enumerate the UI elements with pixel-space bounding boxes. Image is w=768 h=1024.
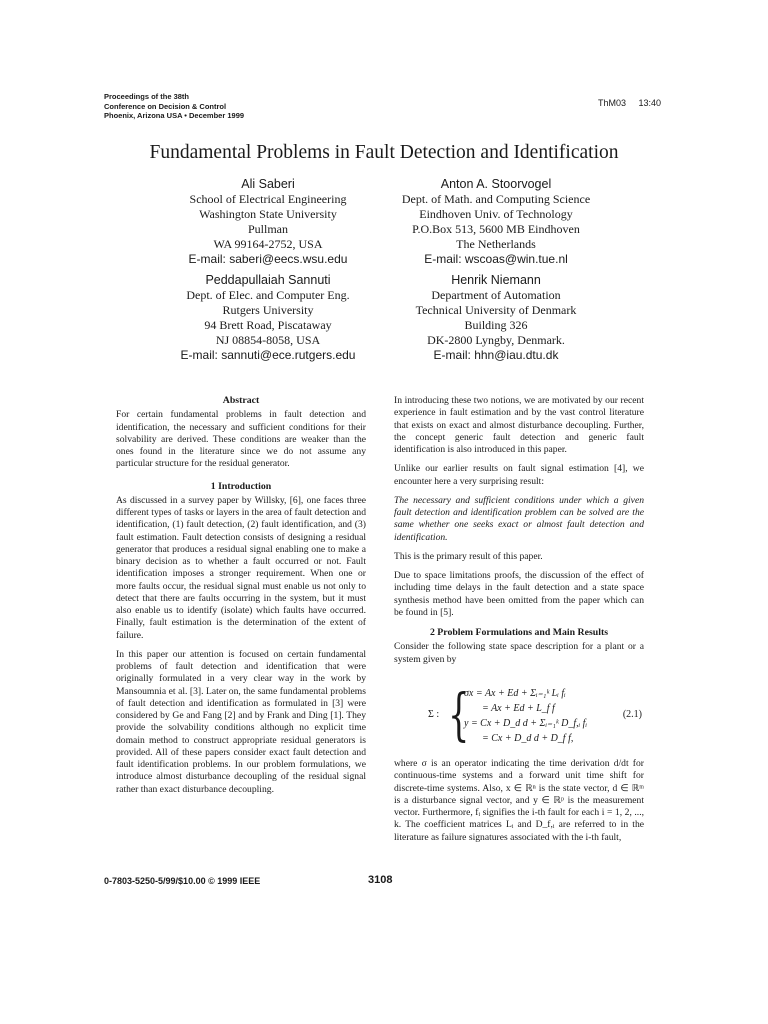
left-column	[116, 395, 366, 803]
right-column	[394, 395, 644, 673]
author-block	[371, 273, 621, 363]
body-paragraph: Due to space limitations proofs, the discussion of the effect of including time delays in the fault detection and a state space synthesis method have been omitted from the paper which can be found in [5].	[394, 570, 644, 618]
session-code: ThM03	[598, 98, 627, 108]
author-name: Ali Saberi	[241, 177, 295, 191]
equation-line: σx = Ax + Ed + Σᵢ₌₁ᵏ Lᵢ fᵢ	[464, 688, 566, 699]
author-block	[143, 273, 393, 363]
author-email: E-mail: wscoas@win.tue.nl	[424, 252, 568, 266]
author-affiliation: Dept. of Math. and Computing Science	[401, 192, 591, 206]
author-affiliation: The Netherlands	[456, 237, 536, 251]
author-affiliation: NJ 08854-8058, USA	[215, 333, 321, 347]
body-paragraph: This is the primary result of this paper.	[394, 550, 543, 562]
author-affiliation: 94 Brett Road, Piscataway	[204, 318, 332, 332]
proceedings-line: Phoenix, Arizona USA • December 1999	[104, 111, 245, 120]
section-heading: 2 Problem Formulations and Main Results	[429, 627, 609, 638]
author-affiliation: Building 326	[464, 318, 528, 332]
author-affiliation: WA 99164-2752, USA	[213, 237, 323, 251]
abstract-text: For certain fundamental problems in fault detection and identification, the necessary and sufficient conditions for their solvability are derived. These conditions are weaker than the ones found in the literature since we do not assume any particular structure for the residual generator.	[116, 409, 366, 470]
author-affiliation: Eindhoven Univ. of Technology	[419, 207, 573, 221]
author-affiliation: Pullman	[247, 222, 288, 236]
author-block	[143, 177, 393, 267]
body-paragraph: As discussed in a survey paper by Willsky, [6], one faces three different types of tasks or layers in the area of fault detection and identification, (1) fault detection, (2) fault identification, and (3) fault estimation. Fault detection consists of designing a residual generator that produces a residual signal enabling one to make a binary decision as to whether a fault occurred or not. Fault identification imposes a stronger requirement. When one or more faults occur, the residual signal must enable us not only to detect that there are faults occurring in the system, but it must also enable us to identify (isolate) which faults have occurred. Finally, fault estimation is the determination of the extent of failure.	[116, 494, 366, 641]
body-paragraph: Unlike our earlier results on fault signal estimation [4], we encounter here a very surprising result:	[394, 463, 644, 487]
right-column-continued	[394, 758, 644, 851]
author-email: E-mail: saberi@eecs.wsu.edu	[188, 252, 348, 266]
session-label	[598, 98, 671, 108]
equation-brace: {	[448, 683, 470, 748]
author-affiliation: P.O.Box 513, 5600 MB Eindhoven	[412, 222, 580, 236]
body-paragraph: In introducing these two notions, we are motivated by our recent experience in fault estimation and by the vast control literature that exists on exact and almost disturbance decoupling. Further, the concept generic fault detection and generic fault identification is also introduced in this paper.	[394, 395, 644, 455]
page-number: 3108	[368, 874, 393, 886]
proceedings-line: Proceedings of the 38th	[104, 92, 190, 101]
author-email: E-mail: sannuti@ece.rutgers.edu	[180, 348, 356, 362]
author-affiliation: Washington State University	[199, 207, 337, 221]
author-email: E-mail: hhn@iau.dtu.dk	[433, 348, 559, 362]
equation-line: y = Cx + D_d d + Σᵢ₌₁ᵏ D_f,ᵢ fᵢ	[464, 718, 588, 729]
author-affiliation: Dept. of Elec. and Computer Eng.	[186, 288, 350, 302]
body-paragraph: where σ is an operator indicating the time derivation d/dt for continuous-time systems and a forward unit time shift for discrete-time systems. Also, x ∈ ℝⁿ is the state vector, d ∈ ℝᵐ is a disturbance signal vector, and y ∈ ℝᵖ is the measurement vector. Furthermore, fᵢ signifies the i-th fault for each i = 1, 2, ..., k. The coefficient matrices Lᵢ and D_f,ᵢ are referred to in the literature as failure signatures associated with the i-th fault,	[394, 758, 644, 843]
author-affiliation: Rutgers University	[222, 303, 314, 317]
author-block	[371, 177, 621, 267]
introduction-heading: 1 Introduction	[210, 480, 272, 492]
proceedings-info	[104, 92, 244, 121]
session-time: 13:40	[638, 98, 662, 108]
author-affiliation: Technical University of Denmark	[415, 303, 577, 317]
author-name: Henrik Niemann	[451, 273, 541, 287]
equation-number: (2.1)	[622, 709, 642, 720]
equation-lines	[464, 686, 587, 746]
main-result-statement: The necessary and sufficient conditions under which a given fault detection and identification problem can be solved are the same whether one seeks exact or almost fault detection and identification.	[394, 494, 644, 543]
author-affiliation: School of Electrical Engineering	[189, 192, 347, 206]
state-space-equation	[394, 683, 644, 753]
copyright-code: 0-7803-5250-5/99/$10.00 © 1999 IEEE	[104, 876, 261, 886]
author-affiliation: Department of Automation	[431, 288, 561, 302]
equation-lhs: Σ :	[428, 709, 440, 720]
body-paragraph: Consider the following state space description for a plant or a system given by	[394, 641, 644, 665]
paper-title: Fundamental Problems in Fault Detection and Identification	[149, 142, 619, 163]
author-affiliation: DK-2800 Lyngby, Denmark.	[427, 333, 565, 347]
author-name: Anton A. Stoorvogel	[440, 177, 552, 191]
abstract-heading: Abstract	[222, 395, 260, 406]
proceedings-line: Conference on Decision & Control	[104, 101, 227, 111]
author-name: Peddapullaiah Sannuti	[205, 273, 331, 287]
body-paragraph: In this paper our attention is focused on certain fundamental problems of fault detection and identification that were originally formulated in a very clear way in the work by Mansoumnia et al. [3]. Later on, the same fundamental problems of fault detection and identification as formulated in [3] were considered by Ge and Fang [2] and by Frank and Ding [1]. They provide the solvability conditions although no explicit time domain method to construct appropriate residual generators is provided. All of these papers consider exact fault detection and fault identification problems. In our problem formulations, we introduce almost disturbance decoupling of the residual signal rather than exact disturbance decoupling.	[116, 648, 366, 795]
equation-line: = Cx + D_d d + D_f f,	[482, 733, 574, 744]
equation-line: = Ax + Ed + L_f f	[482, 703, 555, 714]
